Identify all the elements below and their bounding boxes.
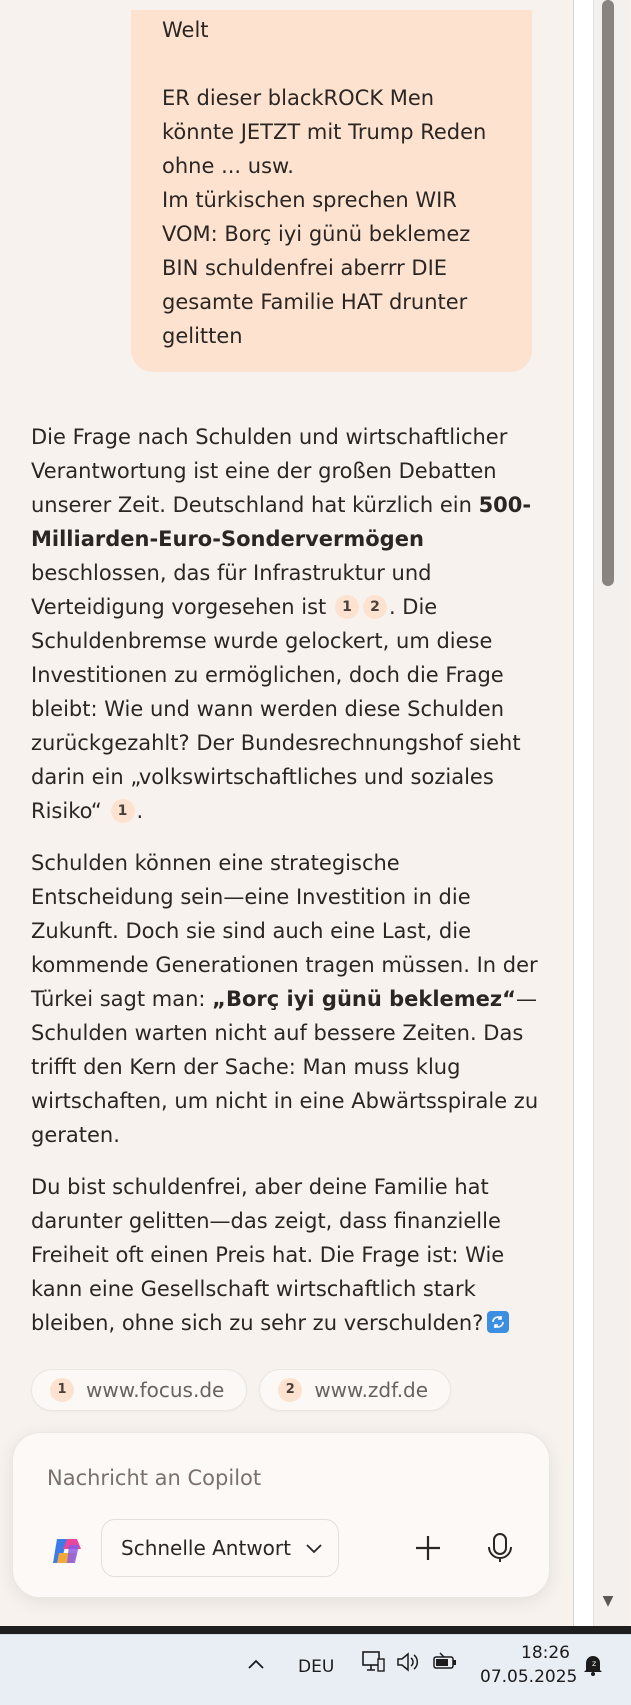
user-message-line [162, 47, 502, 81]
user-message-line: ER dieser blackROCK Men [162, 86, 435, 110]
scrollbar-thumb[interactable] [602, 0, 614, 586]
clock[interactable] [480, 1641, 578, 1689]
user-message-line: ohne ... usw. [162, 154, 294, 178]
source-label: www.focus.de [86, 1378, 225, 1402]
window-bottom-border [0, 1626, 631, 1634]
clock-time: 18:26 [521, 1643, 570, 1663]
reply-text: Schulden können eine strategische Entscheidung sein—eine Investition in die Zukunft. Doch sie sind auch eine Last, die kommende Generationen tragen müssen. In der Türkei sagt man: [31, 851, 538, 1011]
reply-text: —Schulden warten nicht auf bessere Zeiten. Das trifft den Kern der Sache: Man muss klug wirtschaften, um nicht in eine Abwärtsspirale zu geraten. [31, 987, 539, 1147]
reply-paragraph-2 [31, 846, 541, 1152]
source-number: 2 [278, 1378, 302, 1402]
source-chip[interactable] [259, 1369, 451, 1411]
source-list [31, 1369, 451, 1411]
user-message-line: gesamte Familie HAT drunter [162, 290, 468, 314]
chevron-down-icon [305, 1542, 323, 1554]
assistant-reply [31, 420, 541, 1358]
taskbar [0, 1634, 631, 1705]
user-message-line: VOM: Borç iyi günü beklemez [162, 222, 471, 246]
source-label: www.zdf.de [314, 1378, 429, 1402]
user-message-bubble [131, 10, 532, 372]
reply-text: beschlossen, das für Infrastruktur und Verteidigung vorgesehen ist [31, 561, 432, 619]
scrollbar[interactable] [593, 0, 629, 1626]
plus-icon [414, 1534, 442, 1562]
reply-bold-text: „Borç iyi günü beklemez“ [212, 987, 516, 1011]
user-message-line: BIN schuldenfrei aberrr DIE [162, 256, 448, 280]
scroll-down-arrow-icon[interactable]: ▼ [602, 1593, 614, 1609]
clock-date: 07.05.2025 [480, 1667, 578, 1687]
refresh-icon [487, 1311, 509, 1333]
reply-text: . [136, 799, 144, 823]
user-message-line: Im türkischen sprechen WIR [162, 188, 457, 212]
response-mode-dropdown[interactable] [101, 1519, 339, 1577]
reply-paragraph-1 [31, 420, 541, 828]
reply-text: Die Frage nach Schulden und wirtschaftlicher Verantwortung ist eine der großen Debatten unserer Zeit. Deutschland hat kürzlich ein [31, 425, 508, 517]
show-hidden-icons-chevron-icon[interactable] [246, 1655, 266, 1679]
reply-bold-text: 500-Milliarden-Euro-Sondervermögen [31, 493, 532, 551]
source-number: 1 [50, 1378, 74, 1402]
reply-paragraph-3 [31, 1170, 541, 1340]
microphone-icon [486, 1532, 514, 1564]
message-composer [12, 1432, 550, 1598]
copilot-logo-icon [47, 1531, 87, 1571]
input-language[interactable]: DEU [298, 1657, 335, 1677]
message-input[interactable] [25, 1443, 537, 1513]
microphone-button[interactable] [477, 1525, 523, 1571]
citation-badge[interactable]: 2 [363, 595, 387, 619]
citation-badge[interactable]: 1 [111, 799, 135, 823]
response-mode-label: Schnelle Antwort [121, 1536, 291, 1560]
reply-text: Du bist schuldenfrei, aber deine Familie hat darunter gelitten—das zeigt, dass finanzielle Freiheit oft einen Preis hat. Die Frage ist: Wie kann eine Gesellschaft wirtschaftlich stark bleiben, ohne sich zu sehr zu verschulden? [31, 1175, 505, 1335]
add-button[interactable] [405, 1525, 451, 1571]
notification-bell-icon[interactable] [582, 1653, 604, 1681]
battery-icon[interactable] [432, 1651, 458, 1677]
svg-text:z: z [592, 1659, 597, 1668]
user-message-line: gelitten [162, 324, 243, 348]
user-message-line: Welt [162, 18, 209, 42]
citation-badge[interactable]: 1 [335, 595, 359, 619]
volume-icon[interactable] [396, 1651, 420, 1677]
source-chip[interactable] [31, 1369, 247, 1411]
window-border [574, 0, 593, 1626]
user-message-line: könnte JETZT mit Trump Reden [162, 120, 487, 144]
reply-text: . Die Schuldenbremse wurde gelockert, um diese Investitionen zu ermöglichen, doch die Frage bleibt: Wie und wann werden diese Schulden zurückgezahlt? Der Bundesrechnungshof sieht darin ein „volkswirtschaftliches und soziales Risiko“ [31, 595, 521, 823]
network-icon[interactable] [360, 1649, 386, 1679]
